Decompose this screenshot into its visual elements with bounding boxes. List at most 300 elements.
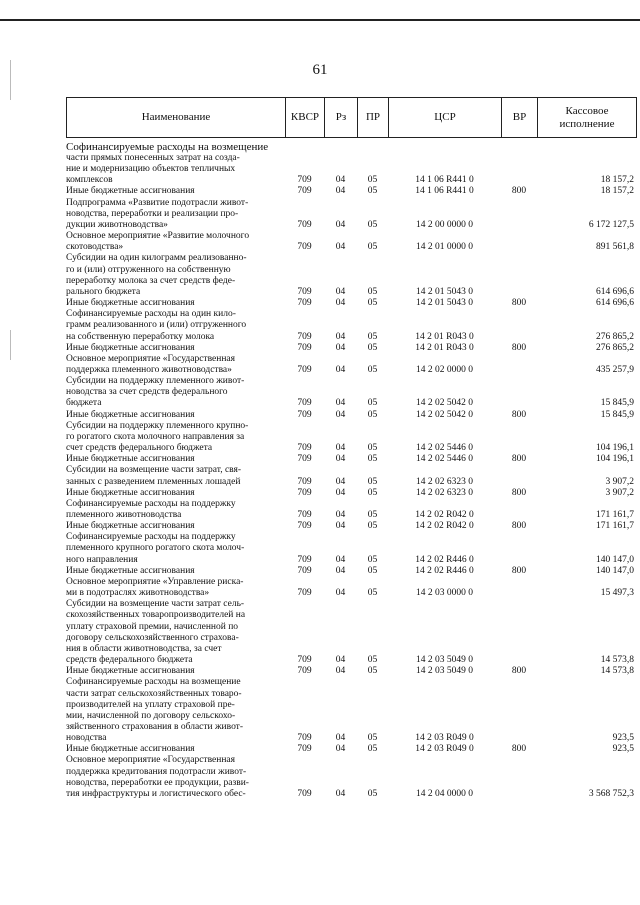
cell-csr: 14 2 03 R049 0 (415, 733, 474, 744)
cell-csr (388, 767, 501, 778)
cell-kvsr (285, 141, 324, 153)
column-header-amount (538, 98, 637, 138)
cell-pr (357, 700, 388, 711)
table-row (66, 354, 636, 365)
cell-csr (388, 465, 501, 476)
cell-kvsr (285, 700, 324, 711)
cell-vr: 800 (511, 454, 527, 465)
cell-pr: 05 (367, 398, 378, 409)
table-row (66, 588, 636, 599)
cell-name: новодства, переработки и реализации про- (66, 208, 239, 219)
cell-kvsr (285, 376, 324, 387)
cell-rz: 04 (335, 286, 346, 297)
cell-name: Субсидии на поддержку племенного крупно- (66, 420, 249, 431)
cell-vr (501, 733, 537, 744)
cell-name: зяйственного страхования в области живот- (66, 721, 244, 732)
cell-vr: 800 (511, 521, 527, 532)
table-row (66, 343, 636, 354)
table-row (66, 666, 636, 677)
cell-kvsr (285, 722, 324, 733)
cell-name: дукции животноводства» (66, 219, 168, 230)
cell-csr: 14 1 06 R441 0 (415, 186, 474, 197)
column-header-kvsr: КВСР (286, 98, 325, 138)
table-row (66, 164, 636, 175)
table-row (66, 186, 636, 197)
cell-pr: 05 (367, 175, 378, 186)
cell-name: го рогатого скота молочного направления за (66, 431, 245, 442)
cell-vr (501, 164, 537, 175)
cell-kvsr (285, 432, 324, 443)
table-row (66, 655, 636, 666)
column-header-vr: ВР (502, 98, 538, 138)
cell-amount (537, 633, 636, 644)
cell-vr (501, 622, 537, 633)
cell-kvsr (285, 153, 324, 164)
cell-vr (501, 365, 537, 376)
cell-pr: 05 (367, 342, 378, 353)
cell-kvsr (285, 622, 324, 633)
cell-vr (501, 689, 537, 700)
cell-vr (501, 543, 537, 554)
cell-rz (324, 722, 357, 733)
cell-name: переработку молока за счет средств феде- (66, 275, 236, 286)
cell-pr (357, 689, 388, 700)
cell-kvsr: 709 (297, 398, 312, 409)
cell-rz (324, 622, 357, 633)
cell-rz (324, 141, 357, 153)
cell-pr: 05 (367, 454, 378, 465)
cell-pr (357, 387, 388, 398)
cell-rz (324, 320, 357, 331)
cell-vr (501, 532, 537, 543)
cell-csr: 14 2 01 0000 0 (416, 242, 473, 253)
cell-pr: 05 (367, 510, 378, 520)
cell-name: новодства, переработки ее продукции, разви- (66, 777, 249, 788)
cell-kvsr (285, 387, 324, 398)
cell-pr (357, 532, 388, 543)
cell-name: Основное мероприятие «Развитие молочного (66, 231, 250, 242)
cell-pr (357, 153, 388, 164)
cell-kvsr: 709 (297, 588, 312, 599)
cell-csr (388, 778, 501, 789)
cell-csr (388, 689, 501, 700)
cell-kvsr (285, 767, 324, 778)
table-row (66, 521, 636, 532)
cell-rz (324, 276, 357, 287)
cell-rz: 04 (335, 186, 346, 197)
cell-kvsr: 709 (297, 476, 312, 487)
cell-csr (388, 532, 501, 543)
table-row (66, 488, 636, 499)
cell-name: тия инфраструктуры и логистического обес- (66, 788, 246, 799)
cell-name: средств федерального бюджета (66, 655, 193, 666)
cell-amount (537, 543, 636, 554)
table-row (66, 477, 636, 488)
cell-amount (537, 141, 636, 153)
cell-amount: 614 696,6 (596, 286, 634, 297)
table-row (66, 365, 636, 376)
cell-csr (388, 141, 501, 153)
cell-amount: 276 865,2 (596, 342, 634, 353)
cell-kvsr (285, 231, 324, 242)
table-row (66, 555, 636, 566)
cell-amount (537, 532, 636, 543)
cell-csr (388, 722, 501, 733)
cell-csr: 14 2 02 R042 0 (415, 510, 474, 520)
cell-amount: 15 845,9 (600, 398, 634, 409)
cell-rz (324, 465, 357, 476)
cell-csr (388, 644, 501, 655)
table-row (66, 242, 636, 253)
cell-name: Иные бюджетные ассигнования (66, 454, 195, 465)
cell-kvsr: 709 (297, 331, 312, 342)
cell-amount: 171 161,7 (596, 510, 634, 520)
cell-pr: 05 (367, 521, 378, 532)
cell-name: племенного крупного рогатого скота молоч- (66, 543, 245, 554)
cell-name: Иные бюджетные ассигнования (66, 186, 195, 197)
cell-amount: 18 157,2 (600, 186, 634, 197)
cell-pr (357, 265, 388, 276)
cell-kvsr (285, 198, 324, 209)
column-header-csr: ЦСР (389, 98, 502, 138)
cell-amount (537, 432, 636, 443)
cell-csr: 14 2 02 R042 0 (415, 521, 474, 532)
cell-name: поддержка племенного животноводства» (66, 364, 232, 375)
cell-rz (324, 644, 357, 655)
cell-rz (324, 577, 357, 588)
cell-vr (501, 644, 537, 655)
cell-amount (537, 711, 636, 722)
cell-amount: 923,5 (612, 733, 634, 744)
cell-rz (324, 253, 357, 264)
cell-amount (537, 164, 636, 175)
cell-kvsr: 709 (297, 521, 312, 532)
cell-vr (501, 276, 537, 287)
cell-pr (357, 141, 388, 153)
cell-pr (357, 354, 388, 365)
cell-amount: 104 196,1 (596, 454, 634, 465)
cell-vr (501, 153, 537, 164)
cell-rz: 04 (335, 398, 346, 409)
cell-csr (388, 577, 501, 588)
cell-vr (501, 655, 537, 666)
cell-amount (537, 320, 636, 331)
cell-pr (357, 465, 388, 476)
cell-amount (537, 599, 636, 610)
cell-pr: 05 (367, 219, 378, 230)
cell-name: производителей на уплату страховой пре- (66, 699, 235, 710)
cell-name: ми в подотраслях животноводства» (66, 588, 210, 599)
cell-pr (357, 622, 388, 633)
cell-amount (537, 265, 636, 276)
cell-kvsr: 709 (297, 510, 312, 520)
cell-vr (501, 141, 537, 153)
cell-kvsr (285, 253, 324, 264)
cell-rz (324, 778, 357, 789)
cell-pr (357, 309, 388, 320)
cell-amount: 18 157,2 (600, 175, 634, 186)
table-row (66, 141, 636, 153)
cell-csr (388, 599, 501, 610)
cell-name: Софинансируемые расходы на поддержку (66, 498, 236, 509)
cell-amount (537, 253, 636, 264)
cell-vr: 800 (511, 487, 527, 498)
cell-name: племенного животноводства (66, 510, 182, 520)
table-row (66, 421, 636, 432)
cell-kvsr (285, 711, 324, 722)
table-row (66, 644, 636, 655)
table-row (66, 778, 636, 789)
table-row (66, 610, 636, 621)
cell-vr (501, 711, 537, 722)
cell-pr: 05 (367, 487, 378, 498)
cell-vr (501, 465, 537, 476)
cell-amount: 276 865,2 (596, 331, 634, 342)
cell-name: ния в области животноводства, за счет (66, 643, 222, 654)
cell-amount (537, 622, 636, 633)
cell-amount: 891 561,8 (596, 242, 634, 253)
cell-rz (324, 198, 357, 209)
cell-amount: 140 147,0 (596, 565, 634, 576)
cell-kvsr (285, 354, 324, 365)
cell-name: Субсидии на поддержку племенного живот- (66, 376, 245, 387)
cell-rz: 04 (335, 554, 346, 565)
cell-rz: 04 (335, 298, 346, 309)
cell-rz: 04 (335, 487, 346, 498)
cell-amount (537, 209, 636, 220)
cell-kvsr (285, 755, 324, 766)
cell-rz: 04 (335, 666, 346, 677)
cell-csr (388, 432, 501, 443)
table-row (66, 265, 636, 276)
cell-pr: 05 (367, 788, 378, 799)
cell-vr (501, 309, 537, 320)
table-row (66, 376, 636, 387)
cell-csr: 14 2 02 5042 0 (416, 409, 473, 420)
table-row (66, 454, 636, 465)
cell-name: Субсидии на один килограмм реализованно- (66, 253, 247, 264)
cell-rz (324, 610, 357, 621)
table-row (66, 398, 636, 409)
table-row (66, 789, 636, 800)
cell-vr (501, 610, 537, 621)
cell-rz (324, 700, 357, 711)
cell-rz (324, 711, 357, 722)
cell-kvsr: 709 (297, 242, 312, 253)
cell-csr: 14 2 01 5043 0 (416, 298, 473, 309)
cell-rz (324, 677, 357, 688)
cell-csr (388, 755, 501, 766)
table-row (66, 689, 636, 700)
cell-amount (537, 231, 636, 242)
cell-name: грамм реализованного и (или) отгруженного (66, 320, 247, 331)
table-row (66, 309, 636, 320)
cell-vr: 800 (511, 666, 527, 677)
cell-rz (324, 265, 357, 276)
cell-vr (501, 398, 537, 409)
cell-vr (501, 588, 537, 599)
cell-pr: 05 (367, 331, 378, 342)
table-row (66, 410, 636, 421)
cell-csr (388, 610, 501, 621)
cell-rz: 04 (335, 744, 346, 755)
cell-kvsr: 709 (297, 744, 312, 755)
cell-csr (388, 276, 501, 287)
cell-pr (357, 276, 388, 287)
cell-pr: 05 (367, 565, 378, 576)
cell-csr (388, 677, 501, 688)
cell-kvsr (285, 644, 324, 655)
cell-amount: 140 147,0 (596, 554, 634, 565)
table-row (66, 532, 636, 543)
cell-vr (501, 700, 537, 711)
table-row (66, 543, 636, 554)
cell-kvsr (285, 543, 324, 554)
table-row (66, 577, 636, 588)
cell-name: Подпрограмма «Развитие подотрасли живот- (66, 197, 249, 208)
cell-pr (357, 198, 388, 209)
cell-rz (324, 209, 357, 220)
cell-vr: 800 (511, 342, 527, 353)
cell-name: части прямых понесенных затрат на созда- (66, 153, 240, 163)
cell-pr (357, 722, 388, 733)
cell-name: части затрат сельскохозяйственных товаро- (66, 688, 242, 699)
cell-csr: 14 2 02 R446 0 (415, 554, 474, 565)
cell-name: рального бюджета (66, 286, 141, 297)
cell-pr (357, 543, 388, 554)
cell-vr (501, 555, 537, 566)
table-row (66, 566, 636, 577)
cell-vr (501, 287, 537, 298)
cell-rz: 04 (335, 788, 346, 799)
cell-kvsr: 709 (297, 186, 312, 197)
table-row (66, 622, 636, 633)
cell-csr (388, 309, 501, 320)
cell-csr (388, 265, 501, 276)
cell-amount: 3 568 752,3 (588, 788, 634, 799)
cell-csr (388, 700, 501, 711)
cell-name: Софинансируемые расходы на возмещение (66, 677, 241, 688)
cell-vr (501, 421, 537, 432)
cell-vr (501, 332, 537, 343)
cell-vr (501, 677, 537, 688)
cell-rz: 04 (335, 342, 346, 353)
cell-csr (388, 253, 501, 264)
cell-csr (388, 198, 501, 209)
cell-kvsr: 709 (297, 443, 312, 454)
cell-rz: 04 (335, 588, 346, 599)
cell-csr (388, 320, 501, 331)
top-rule (0, 19, 640, 21)
cell-amount: 6 172 127,5 (588, 219, 634, 230)
cell-kvsr (285, 421, 324, 432)
table-row (66, 443, 636, 454)
cell-rz (324, 309, 357, 320)
cell-name: Основное мероприятие «Государственная (66, 755, 235, 766)
cell-pr (357, 164, 388, 175)
table-row (66, 700, 636, 711)
cell-kvsr: 709 (297, 655, 312, 666)
cell-rz: 04 (335, 175, 346, 186)
cell-name: Софинансируемые расходы на один кило- (66, 309, 236, 320)
cell-vr (501, 376, 537, 387)
table-row (66, 755, 636, 766)
cell-kvsr (285, 320, 324, 331)
table-row (66, 209, 636, 220)
cell-csr: 14 2 03 0000 0 (416, 588, 473, 599)
cell-amount (537, 767, 636, 778)
cell-name: Субсидии на возмещение части затрат, свя- (66, 465, 242, 476)
cell-csr: 14 1 06 R441 0 (415, 175, 474, 186)
cell-rz (324, 153, 357, 164)
cell-vr (501, 220, 537, 231)
cell-amount (537, 309, 636, 320)
cell-csr (388, 164, 501, 175)
column-header-rz: Рз (325, 98, 358, 138)
cell-amount: 614 696,6 (596, 298, 634, 309)
cell-csr: 14 2 02 5446 0 (416, 443, 473, 454)
cell-amount (537, 778, 636, 789)
cell-rz (324, 767, 357, 778)
cell-name: новодства (66, 733, 107, 744)
cell-csr: 14 2 04 0000 0 (416, 788, 473, 799)
cell-kvsr: 709 (297, 219, 312, 230)
cell-kvsr: 709 (297, 286, 312, 297)
cell-name: ние и модернизацию объектов тепличных (66, 164, 236, 175)
cell-pr (357, 253, 388, 264)
cell-rz: 04 (335, 454, 346, 465)
cell-csr: 14 2 02 5042 0 (416, 398, 473, 409)
cell-rz: 04 (335, 476, 346, 487)
cell-rz: 04 (335, 733, 346, 744)
table-row (66, 633, 636, 644)
cell-csr: 14 2 00 0000 0 (416, 219, 473, 230)
cell-pr: 05 (367, 744, 378, 755)
cell-pr: 05 (367, 298, 378, 309)
cell-vr (501, 432, 537, 443)
cell-kvsr (285, 577, 324, 588)
cell-vr (501, 253, 537, 264)
cell-kvsr: 709 (297, 788, 312, 799)
cell-csr: 14 2 03 R049 0 (415, 744, 474, 755)
cell-kvsr (285, 599, 324, 610)
cell-rz (324, 689, 357, 700)
cell-kvsr (285, 633, 324, 644)
scan-margin-mark (10, 330, 11, 360)
cell-vr (501, 198, 537, 209)
cell-kvsr (285, 499, 324, 510)
cell-name: скохозяйственных товаропроизводителей на (66, 610, 246, 621)
cell-rz: 04 (335, 655, 346, 666)
table-row (66, 231, 636, 242)
cell-vr (501, 722, 537, 733)
cell-name: Иные бюджетные ассигнования (66, 521, 195, 532)
cell-name: поддержка кредитования подотрасли живот- (66, 766, 247, 777)
cell-csr: 14 2 02 0000 0 (416, 364, 473, 375)
cell-pr (357, 421, 388, 432)
cell-csr (388, 622, 501, 633)
cell-csr: 14 2 03 5049 0 (416, 655, 473, 666)
cell-amount (537, 465, 636, 476)
cell-rz: 04 (335, 219, 346, 230)
cell-pr: 05 (367, 286, 378, 297)
cell-vr (501, 387, 537, 398)
table-row (66, 510, 636, 521)
table-row (66, 220, 636, 231)
cell-csr (388, 543, 501, 554)
cell-name: бюджета (66, 398, 102, 409)
cell-pr (357, 231, 388, 242)
